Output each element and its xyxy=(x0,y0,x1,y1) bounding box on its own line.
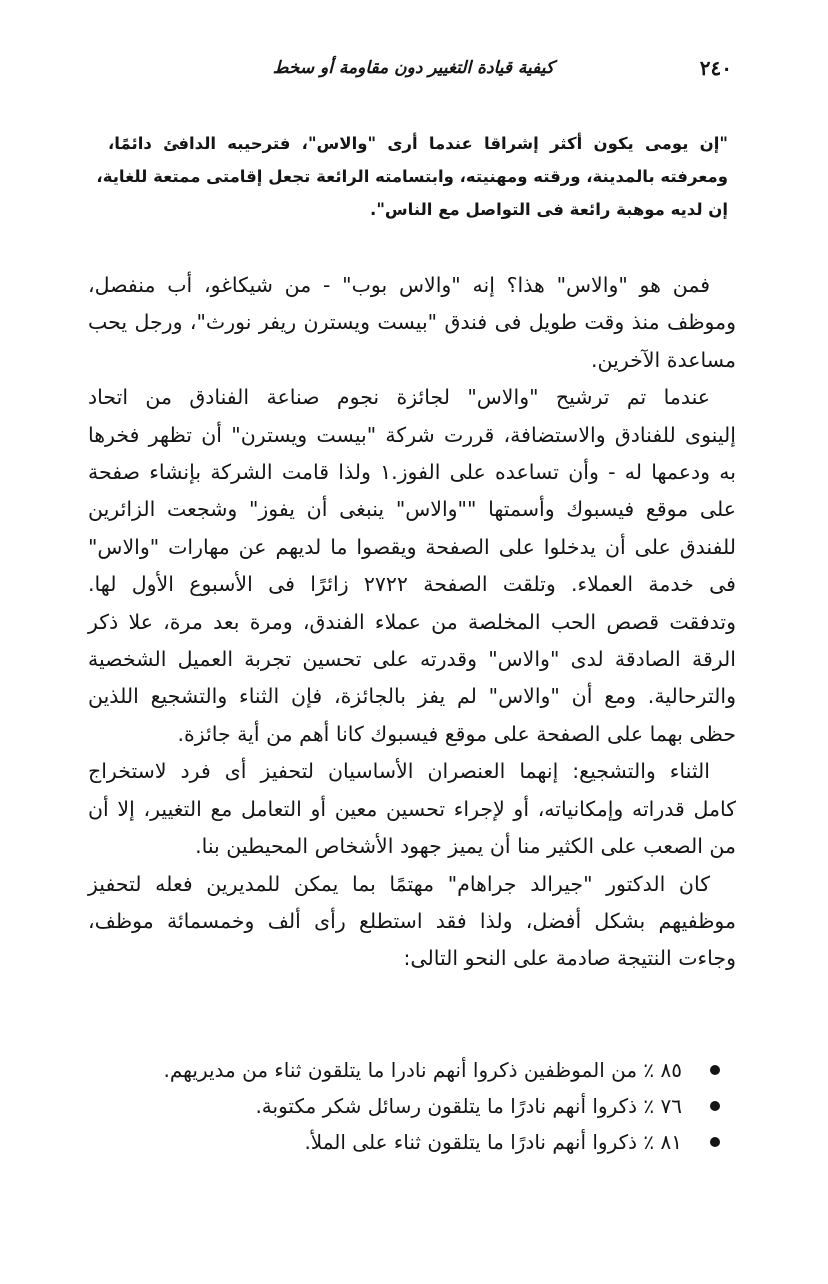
text-line: كان الدكتور "جيرالد جراهام" مهتمًا بما يمكن للمديرين فعله لتحفيز xyxy=(88,871,710,896)
list-item-text: ٨١ ٪ ذكروا أنهم نادرًا ما يتلقون ثناء على الملأ. xyxy=(304,1130,682,1154)
block-quote xyxy=(96,127,728,226)
paragraph xyxy=(88,267,736,379)
list-item xyxy=(100,1124,720,1160)
list-item-text: ٧٦ ٪ ذكروا أنهم نادرًا ما يتلقون رسائل شكر مكتوبة. xyxy=(255,1094,682,1118)
quote-line: ومعرفته بالمدينة، ورقته ومهنيته، وابتسامته الرائعة تجعل إقامتى ممتعة للغاية، xyxy=(96,167,728,186)
list-item-text: ٨٥ ٪ من الموظفين ذكروا أنهم نادرا ما يتلقون ثناء من مديريهم. xyxy=(163,1058,682,1082)
list-item xyxy=(100,1088,720,1124)
text-line: عندما تم ترشيح "والاس" لجائزة نجوم صناعة الفنادق من اتحاد xyxy=(88,385,710,410)
running-head: كيفية قيادة التغيير دون مقاومة أو سخط xyxy=(272,58,554,78)
body-text xyxy=(88,267,736,978)
text-line: به ودعمها له - وأن تساعده على الفوز.١ ولذا قامت الشركة بإنشاء صفحة xyxy=(88,460,736,485)
text-line: فمن هو "والاس" هذا؟ إنه "والاس بوب" - من شيكاغو، أب منفصل، xyxy=(88,273,710,297)
text-line: الثناء والتشجيع: إنهما العنصران الأساسيان لتحفيز أى فرد لاستخراج xyxy=(88,759,710,784)
bullet-list xyxy=(100,1052,720,1160)
page-number: ٢٤٠ xyxy=(699,56,732,80)
text-line: وتدفقت قصص الحب المخلصة من عملاء الفندق، ومرة بعد مرة، علا ذكر xyxy=(88,609,736,634)
text-line: للفندق على أن يدخلوا على الصفحة ويقصوا ما لديهم عن مهارات "والاس" xyxy=(88,534,736,559)
text-line: إلينوى للفنادق والاستضافة، قررت شركة "بيست ويسترن" أن تظهر فخرها xyxy=(88,422,736,447)
text-line: على موقع فيسبوك وأسمتها ""والاس" ينبغى أن يفوز" وشجعت الزائرين xyxy=(88,497,736,522)
text-line: وجاءت النتيجة صادمة على النحو التالى: xyxy=(403,946,736,971)
paragraph xyxy=(88,866,736,978)
quote-line: "إن يومى يكون أكثر إشراقا عندما أرى "والاس"، فترحيبه الدافئ دائمًا، xyxy=(108,134,728,153)
text-line: الرقة الصادقة لدى "والاس" وقدرته على تحسين تجربة العميل الشخصية xyxy=(88,647,736,672)
bullet-icon xyxy=(710,1065,720,1075)
bullet-icon xyxy=(710,1101,720,1111)
text-line: وموظف منذ وقت طويل فى فندق "بيست ويسترن ريفر نورث"، ورجل يحب xyxy=(88,310,736,335)
quote-line: إن لديه موهبة رائعة فى التواصل مع الناس". xyxy=(370,200,728,219)
text-line: كامل قدراته وإمكانياته، أو لإجراء تحسين معين أو التعامل مع التغيير، إلا أن xyxy=(88,796,736,821)
paragraph xyxy=(88,753,736,865)
text-line: حظى بهما على الصفحة على موقع فيسبوك كانا أهم من أية جائزة. xyxy=(177,721,736,746)
bullet-icon xyxy=(710,1137,720,1147)
text-line: والترحالية. ومع أن "والاس" لم يفز بالجائزة، فإن الثناء والتشجيع اللذين xyxy=(88,684,736,709)
text-line: موظفيهم بشكل أفضل، ولذا فقد استطلع رأى ألف وخمسمائة موظف، xyxy=(88,908,736,933)
paragraph xyxy=(88,379,736,753)
list-item xyxy=(100,1052,720,1088)
text-line: من الصعب على الكثير منا أن يميز جهود الأشخاص المحيطين بنا. xyxy=(195,834,736,859)
text-line: مساعدة الآخرين. xyxy=(591,347,736,372)
page-header xyxy=(90,56,732,86)
text-line: فى خدمة العملاء. وتلقت الصفحة ٢٧٢٢ زائرًا فى الأسبوع الأول لها. xyxy=(88,572,736,597)
